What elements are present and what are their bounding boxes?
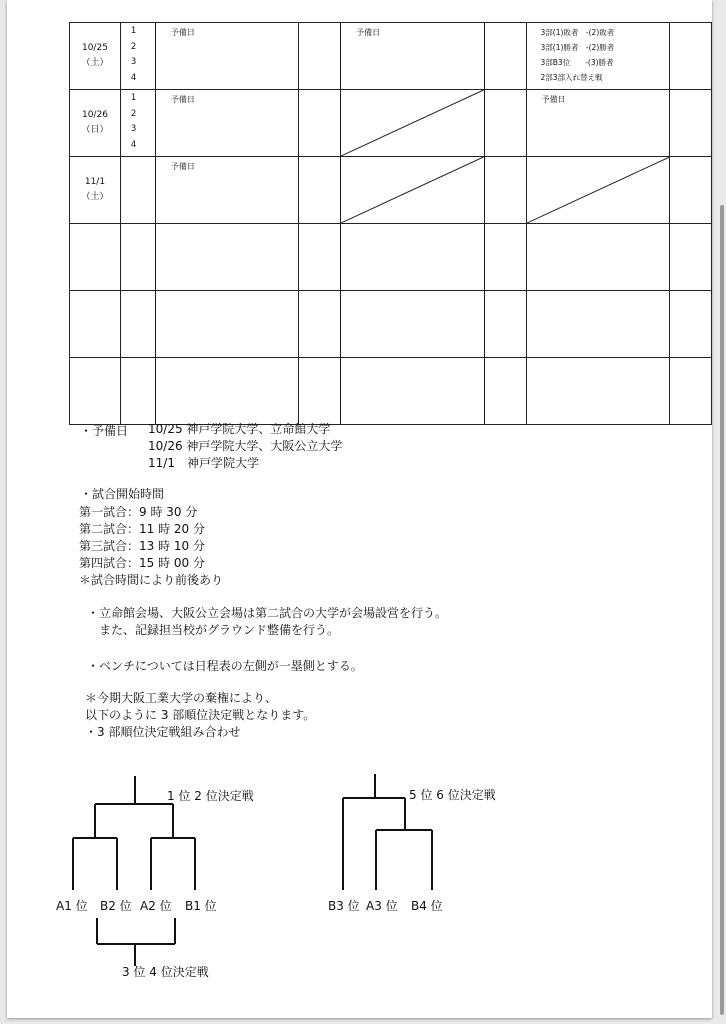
bench-note: ・ベンチについては日程表の左側が一塁側とする。 — [87, 659, 363, 673]
reserve-line: 11/1 神戸学院大学 — [148, 456, 259, 470]
team-label: A1 位 — [56, 899, 88, 913]
venue-line: ・立命館会場、大阪公立会場は第二試合の大学が会場設営を行う。 — [87, 606, 448, 620]
bracket-left-lines — [73, 776, 195, 966]
reserve-label: ・予備日 — [80, 424, 129, 438]
game-number: 2 — [130, 108, 137, 119]
game-number: 1 — [130, 26, 137, 36]
bracket-left-title: 1 位 2 位決定戦 — [167, 789, 254, 803]
venue-line: また、記録担当校がグラウンド整備を行う。 — [87, 623, 340, 637]
team-label: A3 位 — [366, 899, 398, 913]
game-number: 3 — [130, 57, 137, 67]
document-page — [7, 0, 712, 1018]
start-time-line: ＊試合時間により前後あり — [79, 573, 224, 587]
day-text: （土） — [81, 58, 109, 68]
match-text: 3部(1)勝者 -(2)勝者 — [540, 43, 615, 52]
forfeit-line: ・3 部順位決定戦組み合わせ — [85, 725, 241, 739]
start-time-line: 第二試合：11 時 20 分 — [79, 522, 205, 536]
date-text: 10/25 — [81, 43, 108, 53]
match-text: 予備日 — [541, 95, 566, 104]
day-text: （日） — [81, 125, 109, 135]
forfeit-line: 以下のように 3 部順位決定戦となります。 — [85, 708, 316, 722]
team-label: B3 位 — [328, 899, 360, 913]
game-number: 3 — [130, 124, 137, 134]
match-text: 2部3部入れ替え戦 — [540, 73, 603, 82]
game-number: 4 — [130, 139, 137, 150]
team-label: B4 位 — [411, 899, 443, 913]
game-number: 2 — [130, 41, 137, 52]
start-time-line: 第三試合：13 時 10 分 — [79, 539, 205, 553]
reserve-line: 10/25 神戸学院大学、立命館大学 — [148, 422, 331, 436]
scrollbar[interactable] — [720, 205, 724, 1015]
match-text: 予備日 — [170, 95, 195, 104]
game-number: 1 — [130, 93, 137, 103]
match-text: 3部(1)敗者 -(2)敗者 — [540, 28, 615, 37]
team-label: B1 位 — [185, 899, 217, 913]
forfeit-line: ＊今期大阪工業大学の棄権により、 — [85, 691, 278, 705]
team-label: B2 位 — [100, 899, 132, 913]
match-text: 予備日 — [170, 28, 195, 37]
date-text: 11/1 — [84, 177, 106, 187]
reserve-line: 10/26 神戸学院大学、大阪公立大学 — [148, 439, 343, 453]
bracket-right-title: 5 位 6 位決定戦 — [409, 788, 496, 802]
bracket-bottom-title: 3 位 4 位決定戦 — [122, 965, 209, 979]
tournament-bracket — [7, 0, 712, 1018]
game-number: 4 — [130, 72, 137, 83]
match-text: 3部B3位 -(3)勝者 — [540, 58, 614, 67]
match-text: 予備日 — [356, 28, 381, 37]
match-text: 予備日 — [170, 162, 195, 171]
day-text: （土） — [81, 192, 109, 202]
date-text: 10/26 — [81, 110, 108, 120]
team-label: A2 位 — [140, 899, 172, 913]
start-time-line: 第一試合：9 時 30 分 — [79, 505, 198, 519]
start-time-line: 第四試合：15 時 00 分 — [79, 556, 205, 570]
start-times-heading: ・試合開始時間 — [80, 487, 165, 501]
